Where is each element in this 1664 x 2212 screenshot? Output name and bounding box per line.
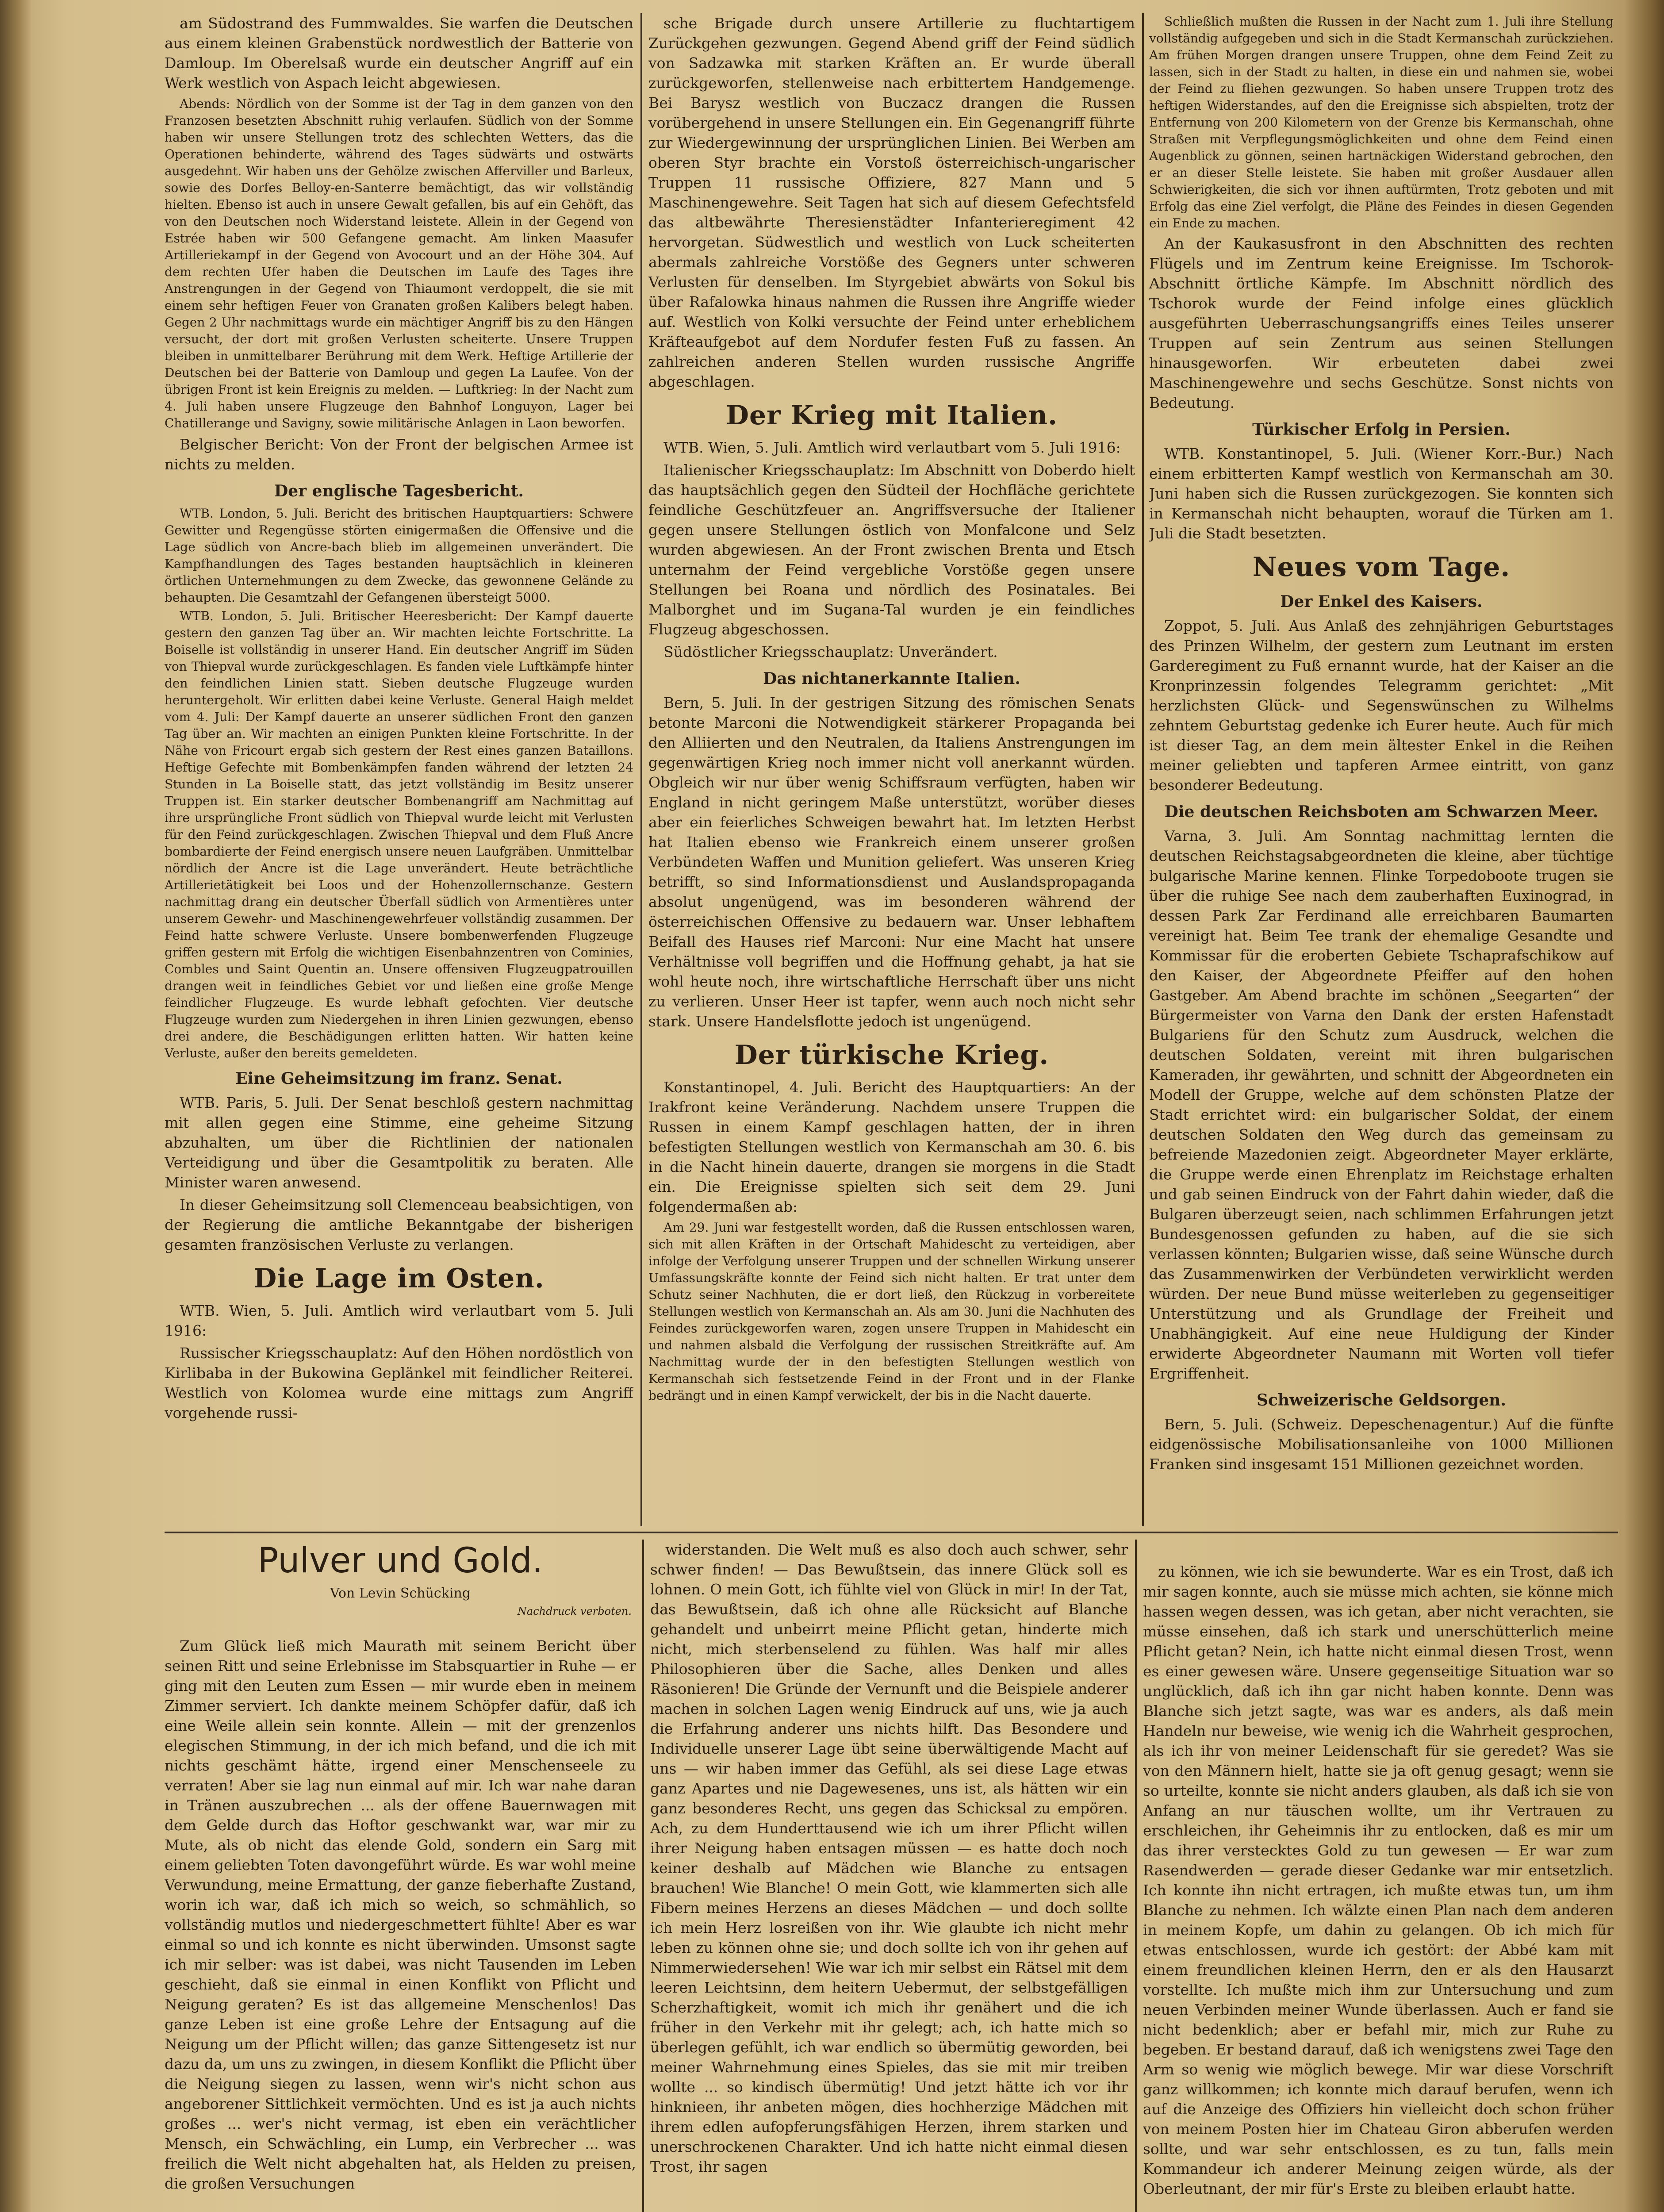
- caucasus-report: An der Kaukasusfront in den Abschnitten des rechten Flügels und im Zentrum keine Ereignisse. Im Tschorok-Abschnitt örtliche Kämpfe. Im Abschnitt nördlich des Tschorok wurde der Feind infolge eines glücklich ausgeführten Ueberraschungsangriffs eines Teiles unserer Truppen auf sein Zentrum aus seinen Stellungen hinausgeworfen. Wir erbeuteten dabei zwei Maschinengewehre und sechs Geschütze. Sonst nichts von Bedeutung.: [1149, 235, 1614, 411]
- feuilleton-column-3: [1143, 1562, 1614, 2212]
- heading-turkish-war: Der türkische Krieg.: [734, 1040, 1049, 1071]
- kermanshah-detail: Am 29. Juni war festgestellt worden, daß die Russen entschlossen waren, sich mit allen Kräften in der Ortschaft Mahidescht zu verteidigen, aber infolge der Verfolgung unserer Truppen und der schnellen Wirkung unserer Umfassungskräfte konnte der Feind sich nicht halten. Er trat unter dem Schutz seiner Nachhuten, die er dort ließ, den Rückzug in vorbereitete Stellungen westlich von Kermanschah an. Als am 30. Juni die Nachhuten des Feindes zurückgeworfen waren, zogen unsere Truppen in Mahidescht ein und nahmen alsbald die Verfolgung der russischen Streitkräfte auf. Am Nachmittag wurde der in den befestigten Stellungen westlich von Kermanschah sich festsetzende Feind in der Front und in der Flanke bedrängt und in einen Kampf verwickelt, der bis in die Nacht dauerte.: [648, 1220, 1135, 1403]
- italian-theater-report: Italienischer Kriegsschauplatz: Im Abschnitt von Doberdo hielt das hauptsächlich gegen den Südteil der Hochfläche gerichtete feindliche Geschützfeuer an. Angriffsversuche der Italiener gegen unsere Stellungen östlich von Monfalcone und Selz wurden abgewiesen. An der Front zwischen Brenta und Etsch unternahm der Feind vergebliche Vorstöße gegen unsere Stellungen bei Roana und nördlich des Posinatales. Bei Malborghet und im Sugana-Tal wurden je ein feindliches Flugzeug abgeschossen.: [648, 461, 1135, 638]
- feuilleton-rule-1: [642, 1540, 644, 2212]
- persia-report: WTB. Konstantinopel, 5. Juli. (Wiener Korr.-Bur.) Nach einem erbitterten Kampf westlich von Kermanschah am 30. Juni haben sich die Russen zurückgezogen. Sie konnten sich in Kermanschah nicht behaupten, worauf die Türken am 1. Juli die Stadt besetzten.: [1149, 445, 1614, 542]
- senate-report: WTB. Paris, 5. Juli. Der Senat beschloß gestern nachmittag mit allen gegen eine Stimme, eine geheime Sitzung abzuhalten, um über die Richtlinien der nationalen Verteidigung und über die Gesamtpolitik zu beraten. Alle Minister waren anwesend.: [165, 1094, 633, 1191]
- news-column-2: [648, 13, 1135, 1526]
- vienna-dateline: WTB. Wien, 5. Juli. Amtlich wird verlautbart vom 5. Juli 1916:: [165, 1302, 633, 1339]
- vienna-dateline-italy: WTB. Wien, 5. Juli. Amtlich wird verlautbart vom 5. Juli 1916:: [663, 439, 1121, 456]
- page-edge-shadow: [1624, 0, 1664, 2212]
- heading-kaiser-grandson: Der Enkel des Kaisers.: [1280, 592, 1483, 611]
- marconi-report: Bern, 5. Juli. In der gestrigen Sitzung des römischen Senats betonte Marconi die Notwendigkeit stärkerer Propaganda bei den Alliierten und den Neutralen, da Italiens Anstrengungen im gegenwärtigen Krieg noch immer nicht voll anerkannt würden. Obgleich wir nur über wenig Schiffsraum verfügten, haben wir England in nicht geringem Maße unterstützt, worüber dieses aber ein feierliches Schweigen bewahrt hat. Im letzten Herbst hat Italien ebenso wie Frankreich einem unserer großen Verbündeten Waffen und Munition geliefert. Was unseren Krieg betrifft, so sind Informationsdienst und Auslandspropaganda absolut ungenügend, was im besonderen während der österreichischen Offensive zu bedauern war. Unser lebhaftem Beifall des Hauses rief Marconi: Nur eine Macht hat unsere Verhältnisse voll begriffen und die Hoffnung gehabt, ja hat sie wohl heute noch, ihre wirtschaftliche Herrschaft über uns nicht zu verlieren. Unser Heer ist tapfer, wenn auch noch nicht sehr stark. Unsere Handelsflotte jedoch ist ungenügend.: [648, 694, 1135, 1030]
- feuilleton-text-3: zu können, wie ich sie bewunderte. War es ein Trost, daß ich mir sagen konnte, auch sie müsse mich achten, sie könne mich hassen wegen dessen, was ich getan, aber nicht verachten, sie müsse einsehen, daß ich stark und unerschütterlich meine Pflicht getan? Nein, ich hatte nicht einmal diesen Trost, wenn es einer gewesen wäre. Unsere gegenseitige Situation war so unglücklich, daß ich ihn gar nicht haben konnte. Denn was Blanche sich jetzt sagte, was war es anders, als daß mein Handeln nur beweise, wie wenig ich die Wahrheit gesprochen, als ich ihr von meiner Leidenschaft für sie geredet? Was sie von den Männern hielt, hatte sie ja oft genug gesagt; wenn sie so urteilte, konnte sie nicht anders glauben, als daß ich sie von Anfang an nur täuschen wollte, um ihr Vertrauen zu erschleichen, ihr Geheimnis ihr zu entlocken, daß es mir um das ihrer verstecktes Gold zu tun gewesen — Er war zum Rasendwerden — gerade dieser Gedanke war mir entsetzlich. Ich konnte ihn nicht ertragen, ich mußte etwas tun, um ihm Blanche zu nehmen. Ich wälzte einen Plan nach dem anderen in meinem Kopfe, um dahin zu gelangen. Ob ich mich für etwas entschlossen, wurde ich gestört: der Abbé kam mit einem freundlichen kleinen Herrn, den er als den Hausarzt vorstellte. Ich mußte mich ihm zur Untersuchung und zum neuen Verbinden meiner Wunde überlassen. Auch er fand sie nicht bedenklich; aber er befahl mir, mich zur Ruhe zu begeben. Er bestand darauf, daß ich wenigstens zwei Tage den Arm so wenig wie möglich bewege. Mir war diese Vorschrift ganz willkommen; ich konnte mich darauf berufen, wenn ich auf die Anzeige des Offiziers hin vielleicht doch schon früher von meinem Posten hier im Chateau Giron abberufen werden sollte, und war sehr entschlossen, es zu tun, falls mein Kommandeur ich anderer Meinung zeigen würde, als der Oberleutnant, der mir für's Erste zu bleiben erlaubt hatte.: [1143, 1563, 1614, 2197]
- swiss-loan-report: Bern, 5. Juli. (Schweiz. Depeschenagentur.) Auf die fünfte eidgenössische Mobilisationsanleihe von 1000 Millionen Franken sind insgesamt 151 Millionen gezeichnet worden.: [1149, 1416, 1614, 1473]
- russian-theater-report: Russischer Kriegsschauplatz: Auf den Höhen nordöstlich von Kirlibaba in der Bukowina Geplänkel mit feindlicher Reiterei. Westlich von Kolomea wurde eine mittags zum Angriff vorgehende russi-: [165, 1344, 633, 1421]
- heading-east: Die Lage im Osten.: [253, 1263, 544, 1294]
- feuilleton-column-1: [165, 1540, 636, 2212]
- war-report-fragment: am Südostrand des Fummwaldes. Sie warfen die Deutschen aus einem kleinen Grabenstück nordwestlich der Batterie von Damloup. Im Oberelsaß wurde ein deutscher Angriff auf ein Werk westlich von Aspach leicht abgewiesen.: [165, 15, 633, 92]
- book-binding-edge: [0, 0, 31, 2212]
- varna-report: Varna, 3. Juli. Am Sonntag nachmittag lernten die deutschen Reichstagsabgeordneten die kleine, aber tüchtige bulgarische Marine kennen. Flinke Torpedoboote trugen sie über die ruhige See nach dem zauberhaften Euxinograd, in dessen Park Zar Ferdinand alle erreichbaren Baumarten vereinigt hat. Beim Tee trank der ehemalige Gesandte und Kommissar für die eroberten Gebiete Tschaprafschikow auf den Kaiser, der Abgeordnete Pfeiffer auf den hohen Gastgeber. Am Abend brachte im schönen „Seegarten“ der Bürgermeister von Varna den Dank der ersten Hafenstadt Bulgariens für den Schutz zum Ausdruck, welchen die deutschen Soldaten, vereint mit ihren bulgarischen Kameraden, ihr gewährten, und schnitt der Abgeordneten ein Modell der Gruppe, welche auf dem schönsten Platze der Stadt errichtet wird: ein bulgarischer Soldat, der einem deutschen Soldaten den Weg durch das gemeinsam zu befreiende Mazedonien zeigt. Abgeordneter Mayer erklärte, die Gruppe werde einen Ehrenplatz im Reichstage erhalten und gab seinen Eindruck von der Fahrt dahin wieder, daß die Bulgaren überzeugt seien, nach schlimmen Erfahrungen jetzt Bundesgenossen gefunden zu haben, auf die sie sich verlassen könnten; Bulgarien wisse, daß seine Wünsche durch das Zusammenwirken der Verbündeten verwirklicht werden würden. Der neue Bund müsse weiterleben zu gegenseitiger Unterstützung und als Grundlage der Freiheit und Unabhängigkeit. Auf eine neue Huldigung der Kinder erwiderte Abgeordneter Naumann mit Worten voll tiefer Ergriffenheit.: [1149, 827, 1614, 1382]
- feuilleton-column-2: [650, 1540, 1128, 2212]
- english-report-block: [165, 505, 633, 1062]
- belgian-report: Belgischer Bericht: Von der Front der belgischen Armee ist nichts zu melden.: [165, 436, 633, 473]
- english-report-2: WTB. London, 5. Juli. Britischer Heeresbericht: Der Kampf dauerte gestern den ganzen Tag über an. Wir machten leichte Fortschritte. La Boiselle ist vollständig in unserer Hand. Ein deutscher Angriff im Süden von Thiepval wurde zurückgeschlagen. Es fanden viele Luftkämpfe hinter den feindlichen Linien statt. Sieben deutsche Flugzeuge wurden heruntergeholt. Wir erlitten dabei keine Verluste. General Haigh meldet vom 4. Juli: Der Kampf dauerte an unserer südlichen Front den ganzen Tag über an. Wir machten an einigen Punkten kleine Fortschritte. In der Nähe von Fricourt ergab sich gestern der Rest eines ganzen Bataillons. Heftige Gefechte mit Bombenkämpfen fanden während der letzten 24 Stunden in La Boiselle statt, das jetzt vollständig im Besitz unserer Truppen ist. Ein starker deutscher Bombenangriff am Nachmittag auf ihre ursprüngliche Front südlich von Thiepval wurde leicht mit Verlusten für den Feind zurückgeschlagen. Zwischen Thiepval und dem Fluß Ancre bombardierte der Feind energisch unsere neuen Laufgräben. Unmittelbar nördlich der Ancre ist die Lage unverändert. Heute beträchtliche Artillerietätigkeit bei Loos und der Hohenzollernschanze. Gestern nachmittag drang ein deutscher Überfall südlich von Armentières unter unserem Gewehr- und Maschinengewehrfeuer vollständig zusammen. Der Feind hatte schwere Verluste. Unsere bombenwerfenden Flugzeuge griffen gestern mit Erfolg die wichtigen Eisenbahnzentren von Cominies, Combles und Saint Quentin an. Unsere offensiven Flugzeugpatrouillen drangen weit in feindliches Gebiet vor und ließen eine große Menge feindlicher Flugzeuge. Es wurde lebhaft gefochten. Vier deutsche Flugzeuge wurden zum Niedergehen in ihren Linien gezwungen, ebenso drei andere, die Beschädigungen erlitten hatten. Wir hatten keine Verluste, außer den bereits gemeldeten.: [165, 609, 633, 1060]
- heading-news-of-the-day: Neues vom Tage.: [1252, 552, 1511, 583]
- reprint-notice: Nachdruck verboten.: [517, 1605, 632, 1617]
- feuilleton-text-1: Zum Glück ließ mich Maurath mit seinem Bericht über seinen Ritt und seine Erlebnisse im Stabsquartier in Ruhe — er ging mit den Leuten zum Essen — mir wurde eben in meinem Zimmer serviert. Ich dankte meinem Schöpfer dafür, daß ich eine Weile allein sein konnte. Allein — mit der grenzenlos elegischen Stimmung, in der ich mich befand, und die ich mit nichts geschämt hätte, irgend einer Menschenseele zu verraten! Aber sie lag nun einmal auf mir. Ich war nahe daran in Tränen auszubrechen ... als der offene Bauernwagen mit dem Gelde durch das Hoftor geschwankt war, war mir zu Mute, als ob nicht das elende Gold, sondern ein Sarg mit einem geliebten Toten davongeführt würde. Es war wohl meine Verwundung, meine Ermattung, der ganze fieberhafte Zustand, worin ich war, daß ich mich so weich, so schmählich, so vollständig mutlos und niedergeschmettert fühlte! Aber es war einmal so und ich konnte es nicht überwinden. Umsonst sagte ich mir selber: was ist dabei, was nicht Tausenden im Leben geschieht, daß sie einmal in einen Konflikt von Pflicht und Neigung geraten? Es ist das allgemeine Menschenlos! Das ganze Leben ist eine große Lehre der Entsagung auf die Neigung um der Pflicht willen; das ganze Sittengesetz ist nur dazu da, um uns zu zwingen, in diesem Konflikt die Pflicht über die Neigung siegen zu lassen, wenn wir's nicht schon aus angeborener Sittlichkeit vermöchten. Und es ist ja auch nichts großes ... wer's nicht vermag, ist eben ein verächtlicher Mensch, ein Schwächling, ein Lump, ein Verbrecher ... was freilich die Welt nicht abgehalten hat, als Helden zu preisen, die großen Versuchungen: [165, 1637, 636, 2192]
- heading-italy: Der Krieg mit Italien.: [725, 400, 1058, 431]
- feuilleton-rule-2: [1135, 1540, 1137, 2212]
- clemenceau-report: In dieser Geheimsitzung soll Clemenceau beabsichtigen, von der Regierung die amtliche Bekanntgabe der bisherigen gesamten französischen Verluste zu verlangen.: [165, 1196, 633, 1253]
- column-rule-1: [640, 13, 642, 1526]
- feuilleton-rule: [165, 1532, 1618, 1533]
- constantinople-report: Konstantinopel, 4. Juli. Bericht des Hauptquartiers: An der Irakfront keine Veränderung. Nachdem unsere Truppen die Russen in einem Kampf geschlagen hatten, der in ihren befestigten Stellungen westlich von Kermanschah am 30. 6. bis in die Nacht hinein dauerte, drangen sie morgens in die Stadt ein. Die Ereignisse spielten sich seit dem 29. Juni folgendermaßen ab:: [648, 1079, 1135, 1215]
- heading-swiss-money: Schweizerische Geldsorgen.: [1257, 1391, 1506, 1409]
- kermanshah-continued: Schließlich mußten die Russen in der Nacht zum 1. Juli ihre Stellung vollständig aufgegeben und sich in die Stadt Kermanschah zurückziehen. Am frühen Morgen drangen unsere Truppen, ohne dem Feind Zeit zu lassen, sich in der Stadt zu halten, in diese ein und nahmen sie, wobei der Feind zu fliehen gezwungen. So haben unsere Truppen trotz des heftigen Widerstandes, auf den die Ereignisse sich abspielten, trotz der Entfernung von 200 Kilometern von der Grenze bis Kermanschah, ohne Straßen mit Verpflegungsmöglichkeiten und ohne dem Feind einen Augenblick zu gönnen, seinen hartnäckigen Widerstand gebrochen, den er an dieser Stelle leistete. Sie haben mit großer Ausdauer allen Schwierigkeiten, die sich vor ihnen auftürmten, Trotz geboten und mit Erfolg das eine Ziel verfolgt, die Pläne des Feindes in diesen Gegenden ein Ende zu machen.: [1149, 14, 1614, 230]
- feuilleton-author: Von Levin Schücking: [330, 1586, 471, 1601]
- southeast-theater-report: Südöstlicher Kriegsschauplatz: Unverändert.: [663, 643, 998, 661]
- zoppot-report: Zoppot, 5. Juli. Aus Anlaß des zehnjährigen Geburtstages des Prinzen Wilhelm, der gestern zum Leutnant im ersten Garderegiment zu Fuß ernannt wurde, hat der Kaiser an die Kronprinzessin folgendes Telegramm gerichtet: „Mit herzlichsten Glück- und Segenswünschen zu Wilhelms zehntem Geburtstag gedenke ich Eurer heute. Auch für mich ist dieser Tag, an dem mein ältester Enkel in die Reihen meiner geliebten und tapferen Armee eintritt, von ganz besonderer Bedeutung.: [1149, 617, 1614, 794]
- kermanshah-detail-block: [648, 1219, 1135, 1404]
- heading-english-report: Der englische Tagesbericht.: [274, 482, 524, 500]
- news-column-3: [1149, 13, 1614, 1526]
- heading-secret-session: Eine Geheimsitzung im franz. Senat.: [235, 1069, 563, 1088]
- russian-theater-continued: sche Brigade durch unsere Artillerie zu fluchtartigem Zurückgehen gezwungen. Gegend Abend griff der Feind südlich von Sadzawka mit starken Kräften an. Er wurde überall zurückgeworfen, stellenweise nach erbittertem Handgemenge. Bei Barysz westlich von Buczacz drangen die Russen vorübergehend in unsere Stellungen ein. Ein Gegenangriff führte zur Wiedergewinnung der ursprünglichen Linien. Bei Werben am oberen Styr brachte ein Vorstoß österreichisch-ungarischer Truppen 11 russische Offiziere, 827 Mann und 5 Maschinengewehre. Seit Tagen hat sich auf diesem Gefechtsfeld das altbewährte Theresienstädter Infanterieregiment 42 hervorgetan. Südwestlich und westlich von Luck scheiterten abermals zahlreiche Vorstöße des Gegners unter schweren Verlusten für denselben. Im Styrgebiet abwärts von Sokul bis über Rafalowka hinaus nahmen die Russen ihre Angriffe wieder auf. Westlich von Kolki versuchte der Feind unter erheblichem Kräfteaufgebot auf dem Nordufer festen Fuß zu fassen. An zahlreichen anderen Stellen wurden russische Angriffe abgeschlagen.: [648, 15, 1135, 390]
- heading-persia: Türkischer Erfolg in Persien.: [1252, 420, 1511, 439]
- english-report-1: WTB. London, 5. Juli. Bericht des britischen Hauptquartiers: Schwere Gewitter und Regengüsse störten einigermaßen die Offensive und die Lage südlich von Ancre-bach blieb im allgemeinen unverändert. Die Kampfhandlungen des Tages bestanden hauptsächlich in kleineren örtlichen Unternehmungen zu dem Zwecke, das gewonnene Gelände zu behaupten. Die Gesamtzahl der Gefangenen übersteigt 5000.: [165, 506, 633, 605]
- feuilleton-title: Pulver und Gold.: [257, 1541, 543, 1581]
- heading-unrecognized-italy: Das nichtanerkannte Italien.: [763, 669, 1020, 688]
- kermanshah-continued-block: [1149, 13, 1614, 232]
- news-column-1: [165, 13, 633, 1531]
- feuilleton-text-2: widerstanden. Die Welt muß es also doch auch schwer, sehr schwer finden! — Das Bewußtsein, das innere Glück soll es lohnen. O mein Gott, ich fühlte viel von Glück in mir! In der Tat, das Bewußtsein, daß ich ohne alle Rücksicht auf Blanche gehandelt und unbeirrt meine Pflicht getan, hinderte mich nicht, mich sterbenselend zu fühlen. Was half mir alles Philosophieren über die Sache, alles Denken und alles Räsonieren! Die Gründe der Vernunft und die Beispiele anderer machen in solchen Lagen wenig Eindruck auf uns, wie ja auch die Erfahrung anderer uns nichts hilft. Das Besondere und Individuelle unserer Lage übt seine überwältigende Macht auf uns — wir haben immer das Gefühl, als sei diese Lage etwas ganz Apartes und nie Dagewesenes, uns ist, als hätten wir ein ganz besonderes Recht, uns gegen das Schicksal zu empören. Ach, zu dem Hunderttausend wie ich um ihrer Pflicht willen ihrer Neigung haben entsagen müssen — es hatte doch noch keiner deshalb auf Mädchen wie Blanche zu entsagen brauchen! Wie Blanche! O mein Gott, wie klammerten sich alle Fibern meines Herzens an dieses Mädchen — und doch sollte ich mein Herz losreißen von ihr. Wie glaubte ich nicht mehr leben zu können ohne sie; und doch sollte ich von ihr gehen auf Nimmerwiedersehen! Wie war ich mir selbst ein Rätsel mit dem leeren Leichtsinn, dem heitern Uebermut, der selbstgefälligen Scherzhaftigkeit, womit ich mich ihr genähert und die ich früher in den Verkehr mit ihr gelegt; ach, ich hatte mich so überlegen gefühlt, ich war endlich so übermütig geworden, bei meiner Wahrnehmung eines Spieles, das sie mit mir treiben wollte ... so kindisch übermütig! Und jetzt hätte ich vor ihr hinknieen, ihr anbeten mögen, dies hochherzige Mädchen mit ihrem edlen aufopferungsfähigen Herzen, ihrem starken und unerschrockenen Charakter. Und ich hatte nicht einmal diesen Trost, ihr sagen: [650, 1541, 1128, 2175]
- french-evening-report: Abends: Nördlich von der Somme ist der Tag in dem ganzen von den Franzosen besetzten Abschnitt ruhig verlaufen. Südlich von der Somme haben wir unsere Stellungen trotz des schlechten Wetters, das die Operationen behinderte, während des Tages südwärts und ostwärts ausgedehnt. Wir haben uns der Gehölze zwischen Afferviller und Barleux, sowie des Dorfes Belloy-en-Santerre bemächtigt, das wir vollständig hielten. Ebenso ist auch in unsere Gewalt gefallen, bis auf ein Gehöft, das von den Deutschen noch Widerstand leistete. Allein in der Gegend von Estrée haben wir 500 Gefangene gemacht. Am linken Maasufer Artilleriekampf in der Gegend von Avocourt und an der Höhe 304. Auf dem rechten Ufer haben die Deutschen im Laufe des Tages ihre Anstrengungen in der Gegend von Thiaumont verdoppelt, die sie mit einem sehr heftigen Feuer von Granaten großen Kalibers belegt haben. Gegen 2 Uhr nachmittags wurde ein mächtiger Angriff bis zu den Hängen versucht, der dort mit großen Verlusten scheiterte. Unsere Truppen bleiben in unmittelbarer Berührung mit dem Werk. Heftige Artillerie der Deutschen bei der Batterie von Damloup und gegen La Laufee. Von der übrigen Front ist kein Ereignis zu melden. — Luftkrieg: In der Nacht zum 4. Juli haben unsere Flugzeuge den Bahnhof Longuyon, Lager bei Chatillerange und Savigny, sowie militärische Anlagen in Laon beworfen.: [165, 96, 633, 430]
- column-rule-2: [1142, 13, 1144, 1526]
- heading-black-sea: Die deutschen Reichsboten am Schwarzen Meer.: [1164, 803, 1599, 821]
